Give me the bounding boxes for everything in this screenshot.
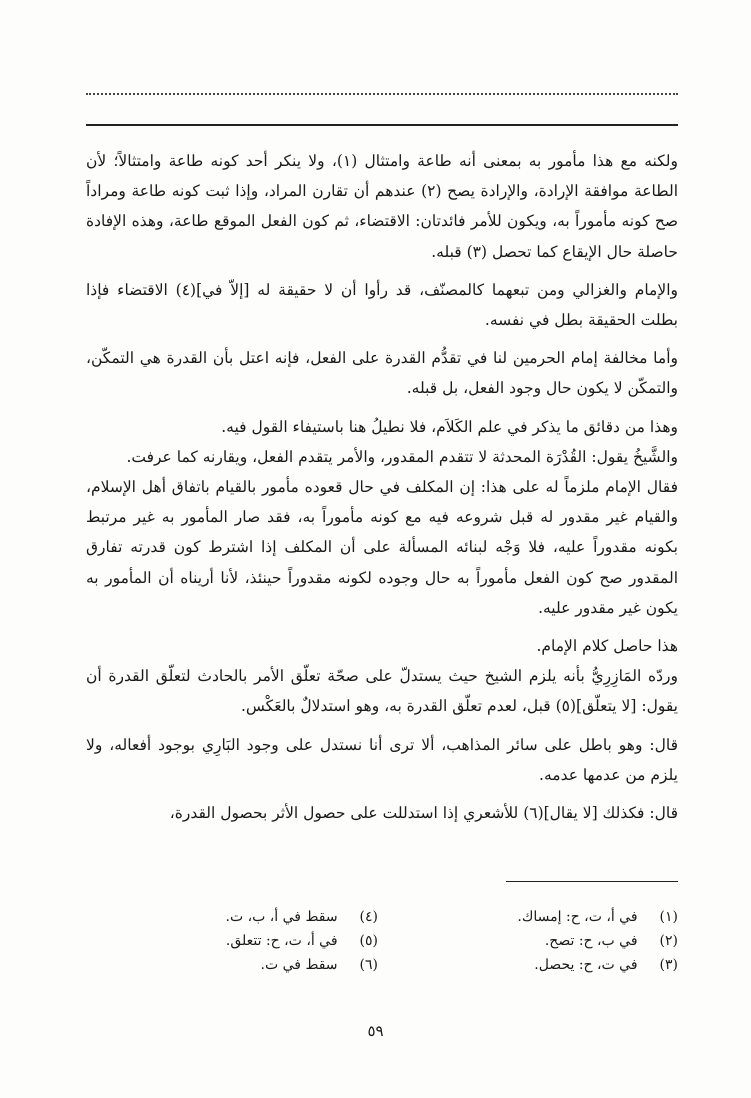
footnote-number: (١) [659,909,678,925]
footnote-text: في ت، ح: يحصل. [534,957,638,973]
paragraph-8: وردّه المَازِرِيُّ بأنه يلزم الشيخ حيث يستدلّ على صحّة تعلّق الأمر بالحادث لتعلّق القدرة أن يقول: [لا يتعلّق](٥) قبل، لعدم تعلّق القدرة به، وهو استدلالٌ بالعَكْس. [86,667,678,716]
paragraph-7: هذا حاصل كلام الإمام. [536,637,678,656]
footnote-2 [388,929,678,953]
body-text [86,146,678,876]
footnote-number: (٦) [359,957,378,973]
footnote-6 [88,953,378,977]
paragraph-4: وهذا من دقائق ما يذكر في علم الكَلاَم، فلا نطيلُ هنا باستيفاء القول فيه. [221,417,678,436]
header-rule [86,124,678,126]
footnote-text: سقط في ت. [260,957,338,973]
footnote-text: في ب، ح: تصح. [544,933,638,949]
paragraph-3: وأما مخالفة إمام الحرمين لنا في تقدُّم القدرة على الفعل، فإنه اعتل بأن القدرة هي التمكّن، والتمكّن لا يكون حال وجود الفعل، بل قبله. [86,349,678,398]
footnote-text: سقط في أ، ب، ت. [225,909,338,925]
footnote-1 [388,905,678,929]
footnote-3 [388,953,678,977]
footnote-text: في أ، ت، ح: إمساك. [517,909,638,925]
footnote-4 [88,905,378,929]
footnote-5 [88,929,378,953]
paragraph-6: فقال الإمام ملزماً له على هذا: إن المكلف في حال قعوده مأمور بالقيام باتفاق أهل الإسلام، والقيام غير مقدور له قبل شروعه فيه مع كونه مأموراً به، فقد صار المأمور به غير مرتبط بكونه مقدوراً عليه، فلا وَجْه لبنائه المسألة على أن المكلف إذا اشترط كون قدرته تفارق المقدور صح كون الفعل مأموراً به حال وجوده لكونه مقدوراً حينئذ، لأنا أريناه أن المأمور به يكون غير مقدور عليه. [86,478,678,617]
footnote-number: (٤) [359,909,378,925]
footnote-number: (٢) [659,933,678,949]
paragraph-10: قال: فكذلك [لا يقال](٦) للأشعري إذا استدللت على حصول الأثر بحصول القدرة، [169,804,678,823]
footnotes-column-right [388,905,678,977]
page-number: ٥٩ [367,1022,384,1040]
paragraph-1: ولكنه مع هذا مأمور به بمعنى أنه طاعة وامتثال (١)، ولا ينكر أحد كونه طاعة وامتثالاً؛ لأن الطاعة موافقة الإرادة، والإرادة يصح (٢) عندهم أن تقارن المراد، وإذا ثبت كونه طاعة ومراداً صح كونه مأموراً به، ويكون للأمر فائدتان: الاقتضاء، ثم كون الفعل الموقع طاعة، وهذه الإفادة حاصلة حال الإيقاع كما تحصل (٣) قبله. [86,152,678,261]
footnotes [86,905,678,995]
footnote-text: في أ، ت، ح: تتعلق. [225,933,338,949]
footnotes-column-left [88,905,378,977]
footnote-number: (٥) [359,933,378,949]
footnote-number: (٣) [659,957,678,973]
header-dotted-rule [86,93,678,95]
paragraph-2: والإمام والغزالي ومن تبعهما كالمصنّف، قد رأوا أن لا حقيقة له [إلاّ في](٤) الاقتضاء فإذا بطلت الحقيقة بطل في نفسه. [86,280,678,330]
footnote-separator [506,881,678,882]
paragraph-9: قال: وهو باطل على سائر المذاهب، ألا ترى أنا نستدل على وجود البَارِي بوجود أفعاله، ولا يلزم من عدمها عدمه. [86,735,678,784]
paragraph-5: والشَّيخُ يقول: القُدْرَة المحدثة لا تتقدم المقدور، والأمر يتقدم الفعل، ويقارنه كما عرفت. [126,447,678,466]
